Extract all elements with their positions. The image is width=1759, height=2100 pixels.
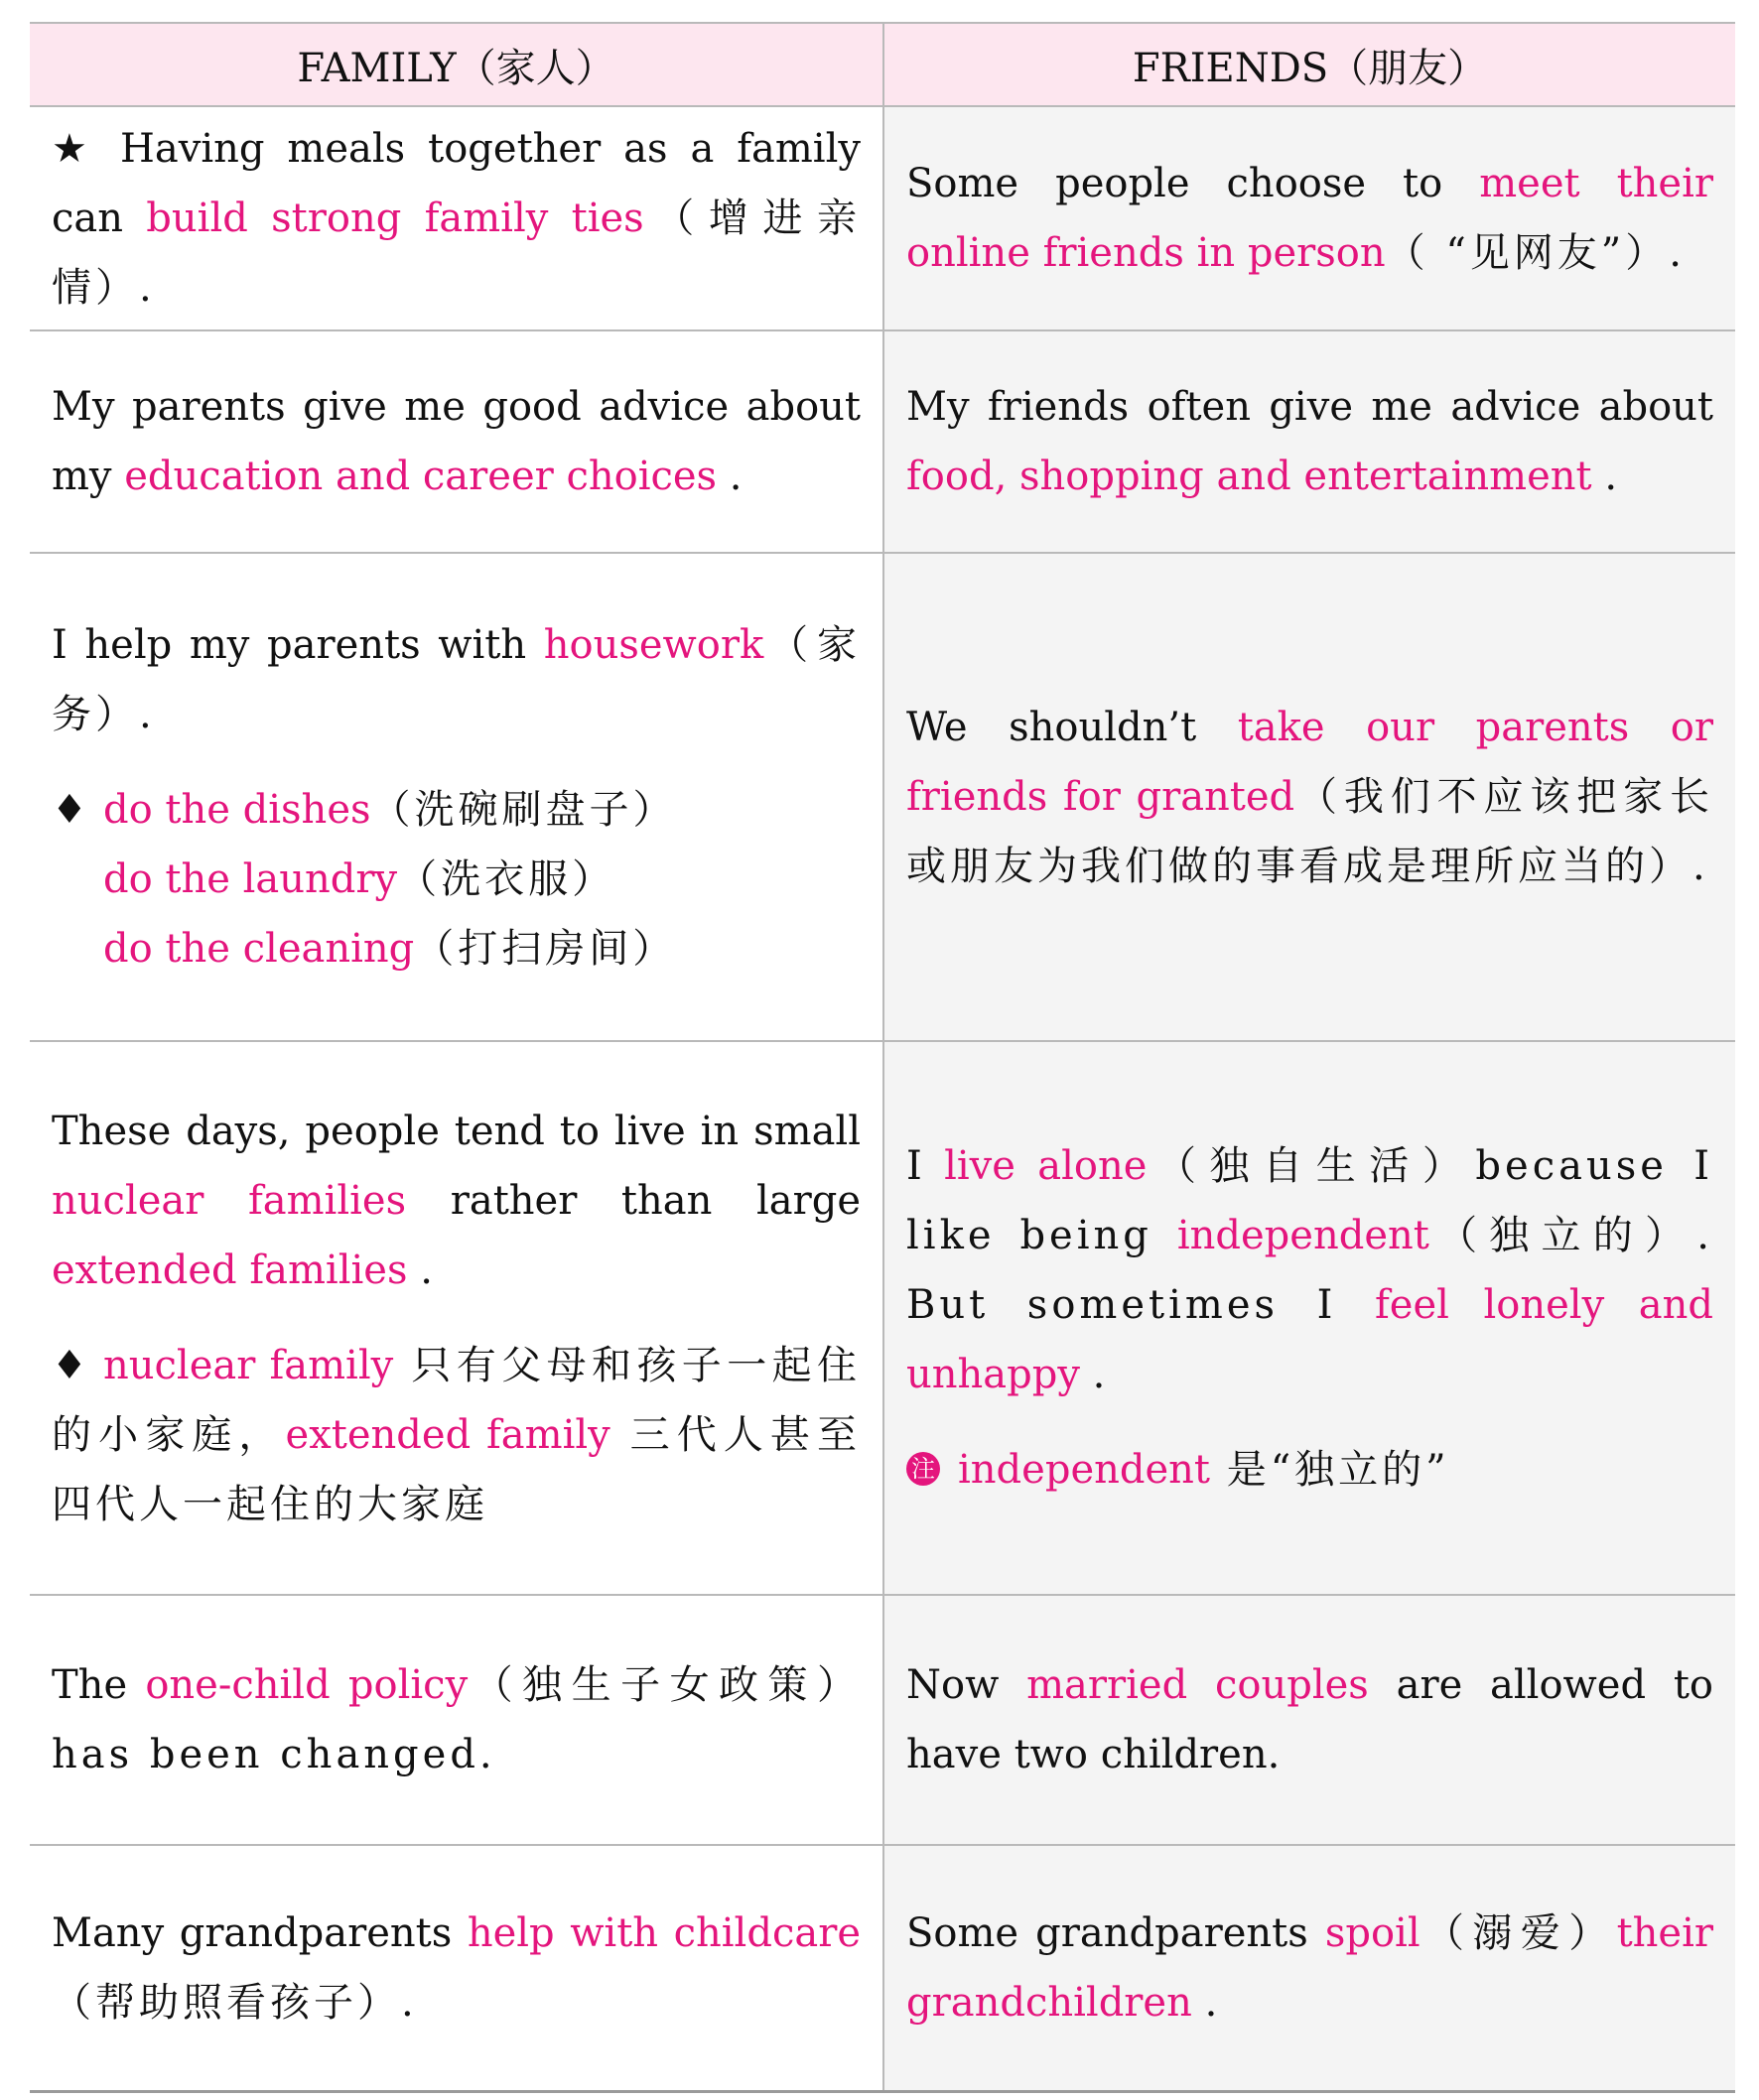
highlight-phrase: spoil: [1324, 1910, 1421, 1956]
header-family-label: FAMILY（家人）: [297, 45, 615, 91]
highlight-phrase: their grandchildren: [906, 1910, 1713, 2026]
family-cell: [30, 1846, 882, 2090]
table-row: [30, 1846, 1735, 2093]
family-text: I help my parents with housework（家务）.: [52, 622, 862, 737]
table-row: [30, 1042, 1735, 1596]
family-cell: [30, 1042, 882, 1594]
highlight-phrase: independent: [1176, 1213, 1429, 1258]
highlight-phrase: education and career choices: [124, 454, 718, 499]
highlight-phrase: take our parents or friends for granted: [906, 705, 1713, 820]
friends-text: Some people choose to meet their online friends in person（ “见网友”）.: [906, 161, 1714, 276]
highlight-phrase: help with childcare: [467, 1910, 861, 1956]
diamond-bullet-icon: ♦: [52, 1343, 87, 1388]
friends-text: We shouldn’t take our parents or friends for granted（我们不应该把家长或朋友为我们做的事看成是理所应当的）.: [906, 705, 1713, 889]
family-text: ★ Having meals together as a family can build strong family ties（增进亲情）.: [52, 126, 861, 311]
highlight-phrase: build strong family ties: [146, 196, 644, 241]
highlight-phrase: meet their online friends in person: [906, 161, 1714, 276]
header-family: [30, 24, 882, 105]
family-text: Many grandparents help with childcare（帮助照看孩子）.: [52, 1910, 861, 2026]
friends-cell: [882, 107, 1735, 329]
note-text: ♦ nuclear family 只有父母和孩子一起住的小家庭，extended family 三代人甚至四代人一起住的大家庭: [52, 1331, 861, 1539]
family-cell: [30, 331, 882, 552]
list-item: do the cleaning（打扫房间）: [103, 926, 677, 972]
highlight-phrase: feel lonely and unhappy: [906, 1282, 1713, 1397]
vocabulary-table: [30, 22, 1735, 2093]
family-cell: [30, 107, 882, 329]
highlight-phrase: housework: [543, 622, 764, 668]
friends-text: Some grandparents spoil（溺爱）their grandchildren .: [906, 1910, 1713, 2026]
note-text: 注 independent 是“独立的”: [906, 1435, 1713, 1505]
list-item: ♦ do the dishes（洗碗刷盘子）: [52, 775, 861, 845]
highlight-phrase: one-child policy: [145, 1662, 469, 1708]
friends-cell: [882, 1846, 1735, 2090]
header-friends: [882, 24, 1735, 105]
family-cell: [30, 1596, 882, 1844]
table-row: [30, 554, 1735, 1042]
list-item: do the laundry（洗衣服）: [103, 856, 616, 902]
friends-text: My friends often give me advice about food, shopping and entertainment .: [906, 384, 1713, 499]
family-text: The one-child policy（独生子女政策）has been changed.: [52, 1662, 862, 1777]
table-row: [30, 1596, 1735, 1846]
housework-list: [52, 775, 861, 984]
diamond-bullet-icon: ♦: [52, 787, 87, 833]
friends-text: I live alone（独自生活）because I like being independent（独立的）. But sometimes I feel lonely and unhappy .: [906, 1143, 1713, 1397]
highlight-phrase: extended families: [52, 1247, 408, 1293]
friends-cell: [882, 1042, 1735, 1594]
friends-cell: [882, 554, 1735, 1040]
family-text: My parents give me good advice about my education and career choices .: [52, 384, 861, 499]
note-badge-icon: 注: [906, 1452, 940, 1486]
friends-text: Now married couples are allowed to have two children.: [906, 1662, 1713, 1777]
table-row: [30, 331, 1735, 554]
highlight-phrase: nuclear families: [52, 1178, 407, 1224]
family-cell: [30, 554, 882, 1040]
family-note: [52, 1331, 861, 1539]
table-row: [30, 107, 1735, 331]
friends-cell: [882, 1596, 1735, 1844]
highlight-phrase: food, shopping and entertainment: [906, 454, 1592, 499]
header-friends-label: FRIENDS（朋友）: [1132, 45, 1488, 91]
friends-note: [906, 1435, 1713, 1505]
family-text: These days, people tend to live in small nuclear families rather than large extended families .: [52, 1109, 861, 1293]
table-header-row: [30, 22, 1735, 107]
highlight-phrase: married couples: [1026, 1662, 1369, 1708]
highlight-phrase: live alone: [944, 1143, 1148, 1189]
friends-cell: [882, 331, 1735, 552]
